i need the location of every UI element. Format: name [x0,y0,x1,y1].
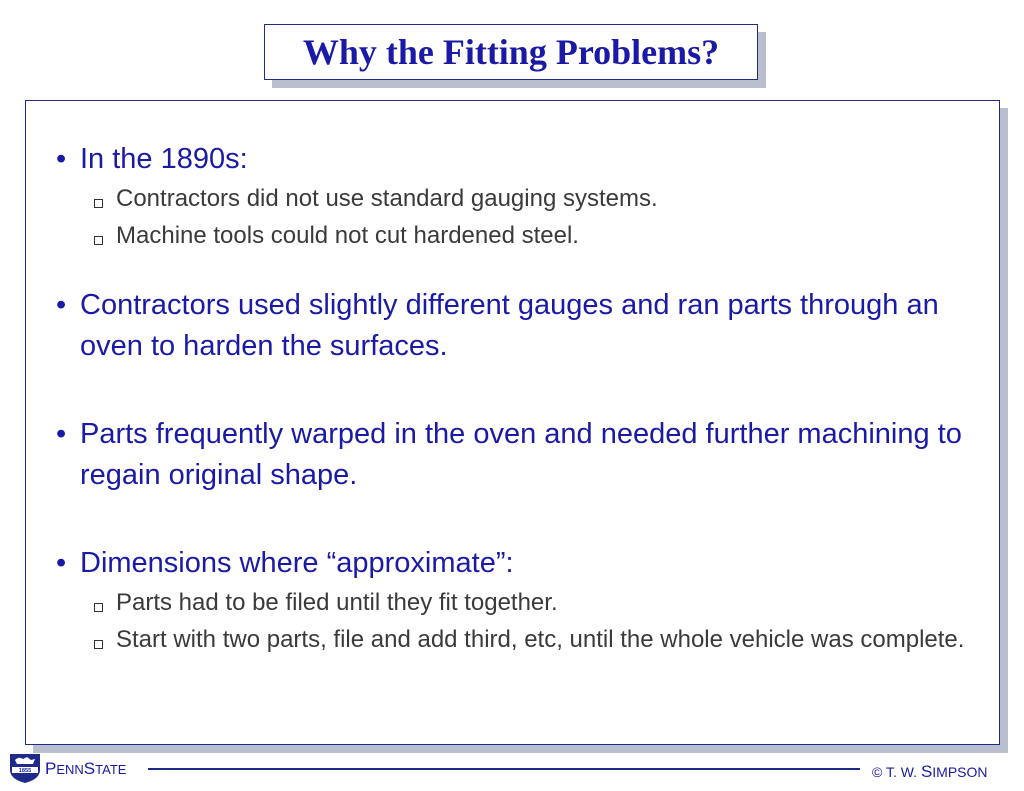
bullet-text: Dimensions where “approximate”: [80,547,514,579]
square-bullet-icon [94,199,103,208]
bullet-text: Contractors used slightly different gauges and ran parts through an oven to harden the surfaces. [80,289,939,362]
sub-bullet-text: Contractors did not use standard gauging systems. [116,185,658,212]
spacer [56,496,986,543]
sub-bullet-item [56,217,986,254]
title-box [264,24,758,80]
bullet-dot-icon: • [56,143,67,175]
bullet-item [56,139,986,180]
square-bullet-icon [94,236,103,245]
bullet-text: In the 1890s: [80,143,248,175]
sub-bullet-item [56,621,986,658]
sub-bullet-text: Start with two parts, file and add third, etc, until the whole vehicle was complete. [116,626,965,653]
bullet-dot-icon: • [56,418,67,450]
spacer [56,367,986,414]
slide-title: Why the Fitting Problems? [302,32,720,72]
footer-divider [148,768,860,770]
bullet-list [56,139,986,658]
penn-state-shield-icon [9,748,41,784]
sub-bullet-item [56,584,986,621]
bullet-item [56,414,986,496]
sub-bullet-text: Machine tools could not cut hardened steel. [116,222,579,249]
bullet-dot-icon: • [56,547,67,579]
bullet-item [56,285,986,367]
penn-state-wordmark: PENNSTATE [45,759,127,778]
bullet-item [56,543,986,584]
bullet-text: Parts frequently warped in the oven and needed further machining to regain original shape. [80,418,962,491]
bullet-dot-icon: • [56,289,67,321]
square-bullet-icon [94,640,103,649]
logo-year: 1855 [18,768,32,775]
content-panel [25,100,1000,745]
copyright-notice: © T. W. SIMPSON [872,762,988,781]
spacer [56,254,986,285]
slide-title-container [264,24,758,80]
sub-bullet-text: Parts had to be filed until they fit together. [116,589,558,616]
sub-bullet-item [56,180,986,217]
square-bullet-icon [94,603,103,612]
